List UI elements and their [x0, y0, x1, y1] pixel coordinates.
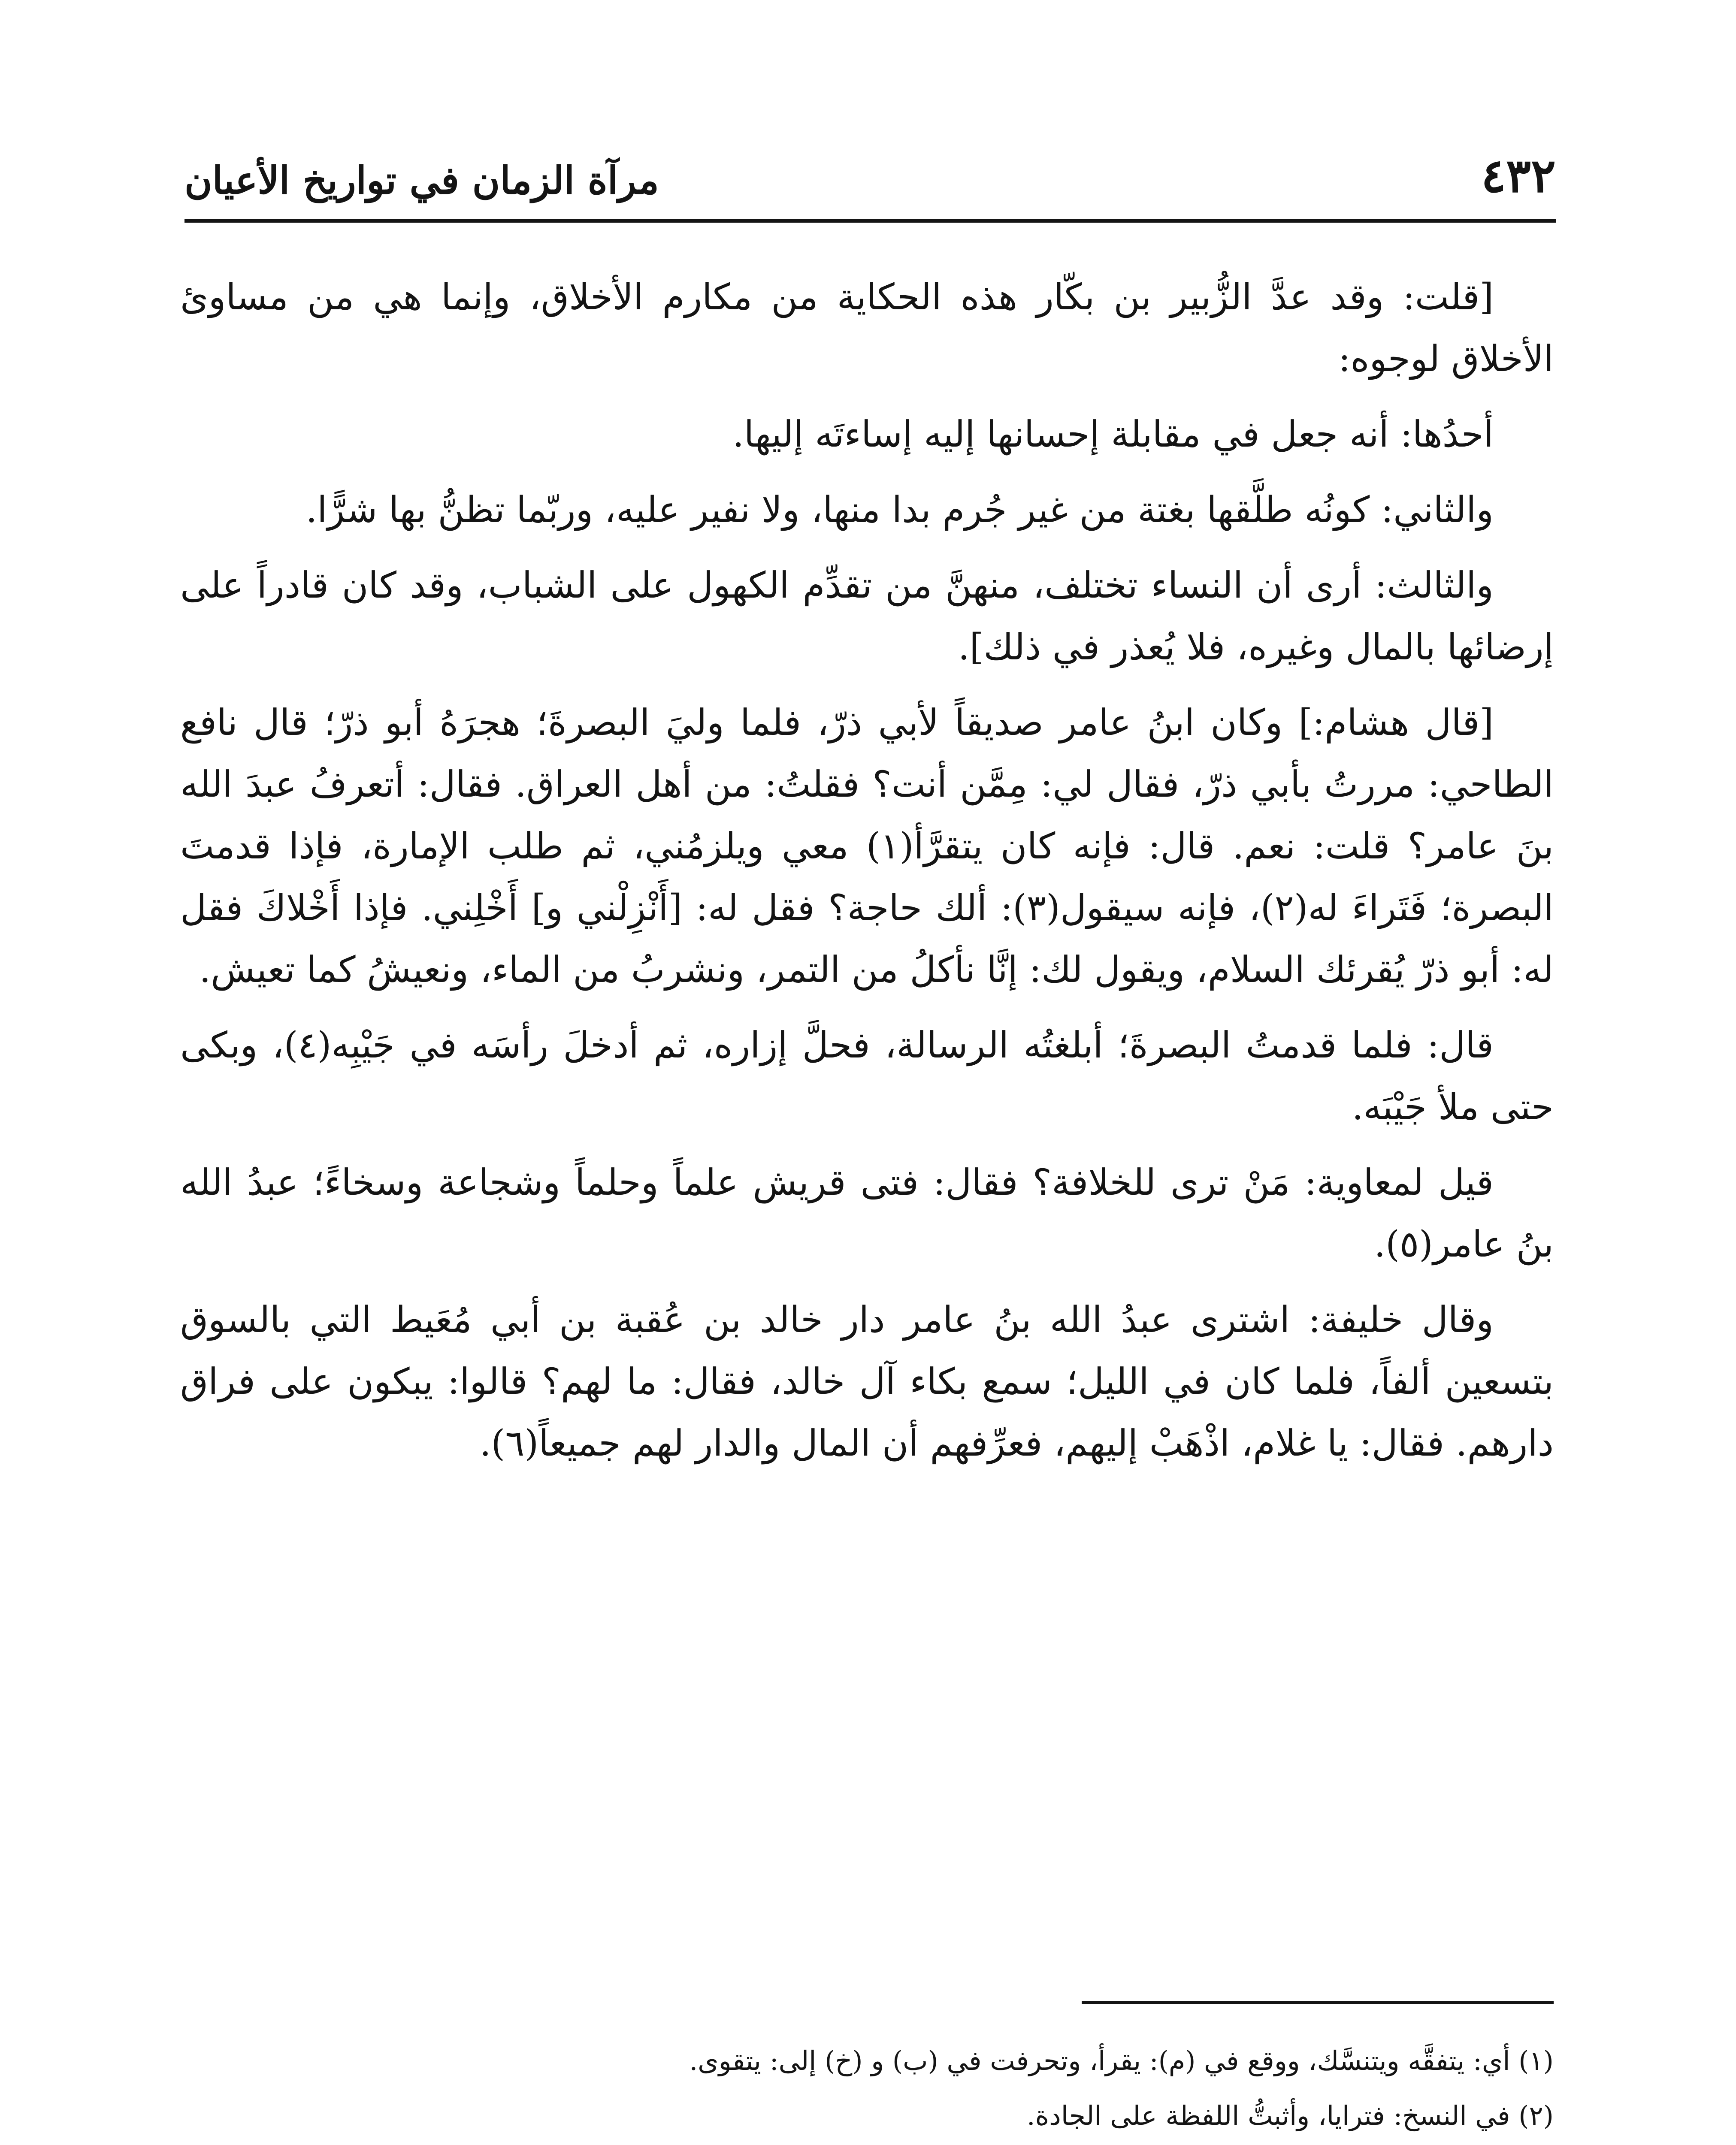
- paragraph: وقال خليفة: اشترى عبدُ الله بنُ عامر دار خالد بن عُقبة بن أبي مُعَيط التي بالسوق بتسعين ألفاً، فلما كان في الليل؛ سمع بكاء آل خالد، فقال: ما لهم؟ قالوا: يبكون على فراق دارهم. فقال: يا غلام، اذْهَبْ إليهم، فعرِّفهم أن المال والدار لهم جميعاً(٦).: [180, 1299, 1554, 1464]
- header-rule: [184, 219, 1556, 223]
- paragraph: والثاني: كونُه طلَّقها بغتة من غير جُرم بدا منها، ولا نفير عليه، وربّما تظنُّ بها شرًّا.: [305, 489, 1494, 531]
- page-header: [184, 129, 1556, 227]
- paragraph: أحدُها: أنه جعل في مقابلة إحسانها إليه إساءتَه إليها.: [732, 413, 1494, 455]
- footnote-separator: [1082, 2001, 1554, 2004]
- paragraph: قيل لمعاوية: مَنْ ترى للخلافة؟ فقال: فتى قريش علماً وحلماً وشجاعة وسخاءً؛ عبدُ الله بنُ عامر(٥).: [180, 1161, 1554, 1265]
- footnote: (٢) في النسخ: فترايا، وأثبتُّ اللفظة على الجادة.: [1026, 2100, 1554, 2131]
- footnote: (١) أي: يتفقَّه ويتنسَّك، ووقع في (م): يقرأ، وتحرفت في (ب) و (خ) إلى: يتقوى.: [689, 2045, 1554, 2076]
- footnotes: [180, 2033, 1554, 2145]
- running-title: مرآة الزمان في تواريخ الأعيان: [184, 158, 659, 202]
- footnote: [180, 2143, 1554, 2145]
- page-number: ٤٣٢: [1481, 149, 1556, 203]
- paragraph: قال: فلما قدمتُ البصرةَ؛ أبلغتُه الرسالة، فحلَّ إزاره، ثم أدخلَ رأسَه في جَيْبِه(٤)، وبكى حتى ملأ جَيْبَه.: [180, 1024, 1554, 1128]
- paragraph: والثالث: أرى أن النساء تختلف، منهنَّ من تقدِّم الكهول على الشباب، وقد كان قادراً على إرضائها بالمال وغيره، فلا يُعذر في ذلك].: [180, 564, 1554, 668]
- paragraph: [قلت: وقد عدَّ الزُّبير بن بكّار هذه الحكاية من مكارم الأخلاق، وإنما هي من مساوئ الأخلاق لوجوه:: [180, 276, 1554, 380]
- paragraph: [قال هشام:] وكان ابنُ عامر صديقاً لأبي ذرّ، فلما وليَ البصرةَ؛ هجرَهُ أبو ذرّ؛ قال نافع الطاحي: مررتُ بأبي ذرّ، فقال لي: مِمَّن أنت؟ فقلتُ: من أهل العراق. فقال: أتعرفُ عبدَ الله بنَ عامر؟ قلت: نعم. قال: فإنه كان يتقرَّأ(١) معي ويلزمُني، ثم طلب الإمارة، فإذا قدمتَ البصرة؛ فَتَراءَ له(٢)، فإنه سيقول(٣): ألك حاجة؟ فقل له: [أَنْزِلْني و] أَخْلِني. فإذا أَخْلاكَ فقل له: أبو ذرّ يُقرئك السلام، ويقول لك: إنَّا نأكلُ من التمر، ونشربُ من الماء، ونعيشُ كما تعيش.: [180, 701, 1554, 991]
- main-text: [180, 266, 1554, 1488]
